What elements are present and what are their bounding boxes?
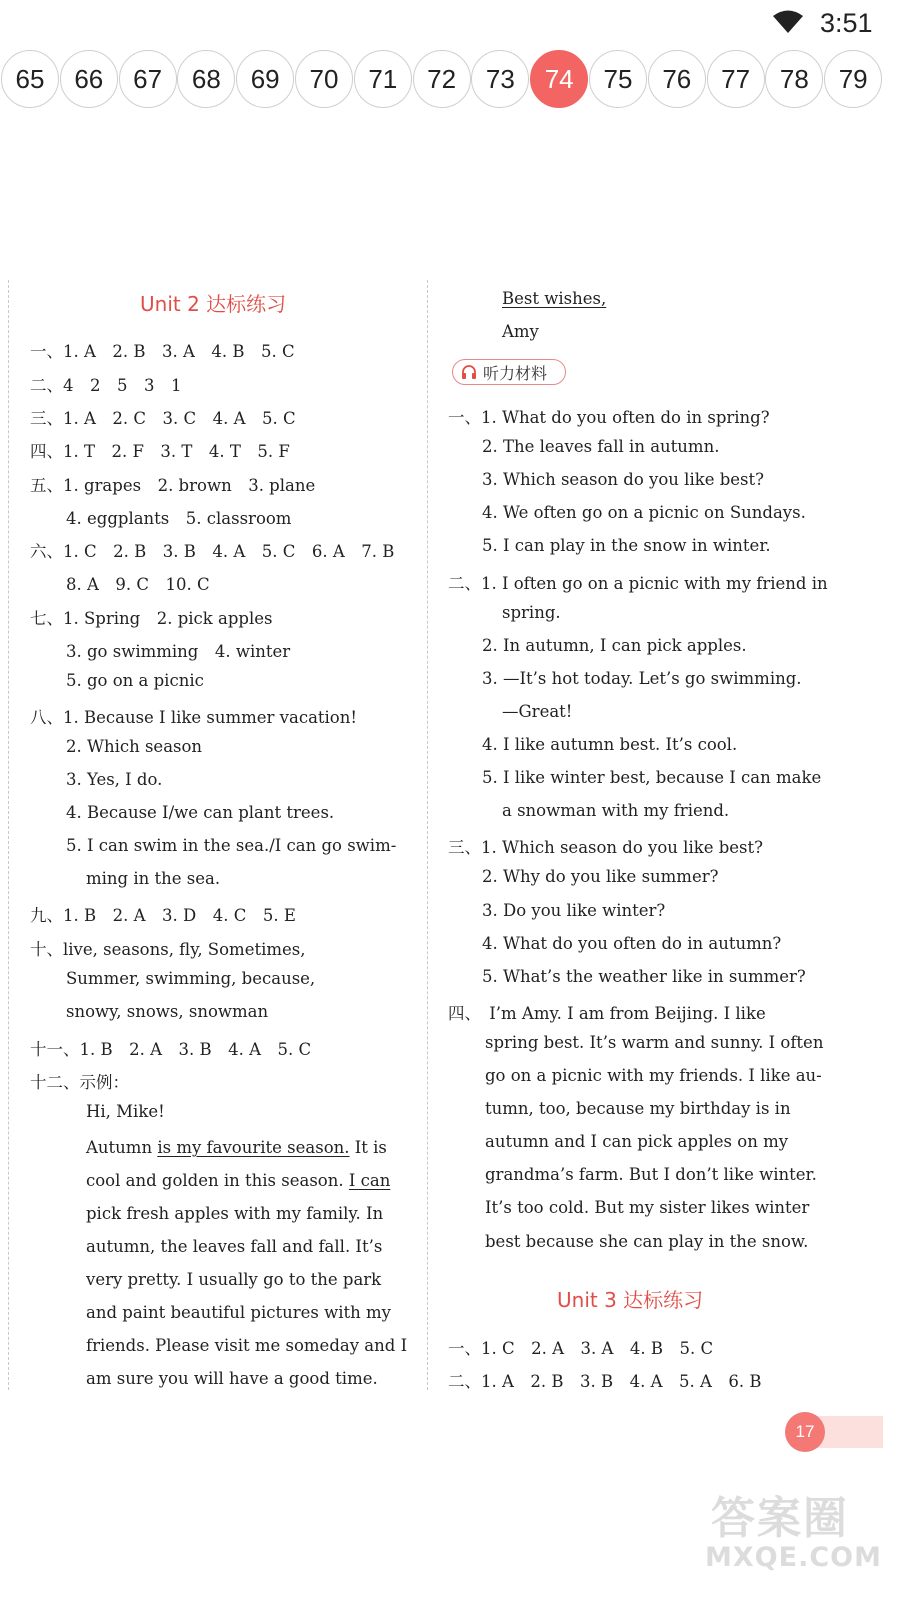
answer-page xyxy=(0,280,900,1410)
unit3-answer-line: 二、1. A 2. B 3. B 4. A 5. A 6. B xyxy=(448,1372,762,1391)
answer-line: 一、1. A 2. B 3. A 4. B 5. C xyxy=(30,342,295,361)
listening-line: 5. I like winter best, because I can make xyxy=(482,768,822,788)
answer-line: 2. Which season xyxy=(66,737,203,756)
closing-best-wishes: Best wishes, xyxy=(502,289,607,308)
signature-name: Amy xyxy=(502,322,539,341)
listening-line: go on a picnic with my friends. I like au- xyxy=(485,1066,822,1085)
listening-line: 二、1. I often go on a picnic with my friend in xyxy=(448,573,828,593)
page-button-66[interactable]: 66 xyxy=(60,50,118,108)
answer-line: Summer, swimming, because, xyxy=(66,969,316,988)
listening-line: 5. I can play in the snow in winter. xyxy=(482,536,771,556)
listening-line: 三、1. Which season do you like best? xyxy=(448,838,764,858)
page-button-72[interactable]: 72 xyxy=(413,50,471,108)
answer-line: 四、1. T 2. F 3. T 4. T 5. F xyxy=(30,442,290,461)
answer-line: 九、1. B 2. A 3. D 4. C 5. E xyxy=(30,906,296,925)
page-selector xyxy=(0,50,900,110)
answer-line: 5. go on a picnic xyxy=(66,671,204,690)
page-button-65[interactable]: 65 xyxy=(1,50,59,108)
answer-line: 六、1. C 2. B 3. B 4. A 5. C 6. A 7. B xyxy=(30,542,395,561)
essay-line: autumn, the leaves fall and fall. It’s xyxy=(86,1237,383,1256)
status-bar xyxy=(0,0,900,44)
answer-line: snowy, snows, snowman xyxy=(66,1002,269,1021)
unit3-answer-line: 一、1. C 2. A 3. A 4. B 5. C xyxy=(448,1339,714,1358)
status-time: 3:51 xyxy=(820,8,873,38)
essay-line: friends. Please visit me someday and I xyxy=(86,1336,408,1355)
listening-line: 4. I like autumn best. It’s cool. xyxy=(482,735,738,754)
listening-line: 2. Why do you like summer? xyxy=(482,867,719,887)
watermark-logo-text: 答案圈 xyxy=(711,1493,849,1544)
essay-line: am sure you will have a good time. xyxy=(86,1369,378,1388)
page-button-79[interactable]: 79 xyxy=(824,50,882,108)
answer-line: 3. go swimming 4. winter xyxy=(66,642,291,661)
watermark-logo xyxy=(705,1482,885,1592)
page-button-70[interactable]: 70 xyxy=(295,50,353,108)
listening-line: 4. We often go on a picnic on Sundays. xyxy=(482,503,806,523)
essay-line: cool and golden in this season. I can xyxy=(86,1171,391,1190)
wifi-icon xyxy=(772,10,804,34)
listening-line: 4. What do you often do in autumn? xyxy=(482,933,782,953)
page-button-78[interactable]: 78 xyxy=(765,50,823,108)
page-button-75[interactable]: 75 xyxy=(589,50,647,108)
answer-line: 十二、示例： xyxy=(30,1073,129,1092)
page-button-74[interactable]: 74 xyxy=(530,50,588,108)
listening-line: spring. xyxy=(502,602,561,622)
listening-line: 2. In autumn, I can pick apples. xyxy=(482,635,747,655)
listening-line: spring best. It’s warm and sunny. I often xyxy=(485,1032,824,1052)
unit3-title: Unit 3 达标练习 xyxy=(557,1288,704,1312)
listening-line: 3. —It’s hot today. Let’s go swimming. xyxy=(482,668,802,688)
page-button-77[interactable]: 77 xyxy=(707,50,765,108)
listening-line: 3. Which season do you like best? xyxy=(482,470,765,490)
answer-line: ming in the sea. xyxy=(86,869,221,888)
listening-line: grandma’s farm. But I don’t like winter. xyxy=(485,1165,817,1185)
headphones-icon xyxy=(461,364,477,380)
listening-line: 5. What’s the weather like in summer? xyxy=(482,966,806,986)
answer-line: 4. eggplants 5. classroom xyxy=(66,509,292,528)
left-column xyxy=(0,280,427,1390)
essay-line: very pretty. I usually go to the park xyxy=(86,1270,382,1289)
answer-line: 五、1. grapes 2. brown 3. plane xyxy=(30,476,316,495)
unit2-title: Unit 2 达标练习 xyxy=(140,292,287,316)
listening-line: a snowman with my friend. xyxy=(502,801,730,821)
page-button-76[interactable]: 76 xyxy=(648,50,706,108)
listening-line: 一、1. What do you often do in spring? xyxy=(448,408,770,427)
page-button-71[interactable]: 71 xyxy=(354,50,412,108)
listening-line: tumn, too, because my birthday is in xyxy=(485,1099,791,1119)
right-column xyxy=(440,280,890,1390)
page-button-73[interactable]: 73 xyxy=(471,50,529,108)
listening-line: —Great! xyxy=(502,701,573,721)
answer-line: 5. I can swim in the sea./I can go swim- xyxy=(66,836,397,855)
answer-line: 八、1. Because I like summer vacation! xyxy=(30,708,358,727)
listening-line: It’s too cold. But my sister likes winter xyxy=(485,1198,810,1218)
answer-line: Hi, Mike! xyxy=(86,1102,165,1121)
answer-line: 三、1. A 2. C 3. C 4. A 5. C xyxy=(30,409,296,428)
page-number: 17 xyxy=(785,1412,825,1452)
page-button-67[interactable]: 67 xyxy=(119,50,177,108)
essay-line: Autumn is my favourite season. It is xyxy=(86,1138,387,1157)
listening-line: autumn and I can pick apples on my xyxy=(485,1132,789,1152)
answer-line: 4. Because I/we can plant trees. xyxy=(66,803,335,822)
answer-line: 8. A 9. C 10. C xyxy=(66,575,210,594)
listening-line: 3. Do you like winter? xyxy=(482,900,666,920)
page-button-68[interactable]: 68 xyxy=(177,50,235,108)
answer-line: 十一、1. B 2. A 3. B 4. A 5. C xyxy=(30,1040,312,1059)
answer-line: 十、live, seasons, fly, Sometimes, xyxy=(30,940,306,959)
listening-line: 四、 I’m Amy. I am from Beijing. I like xyxy=(448,1003,766,1023)
answer-line: 二、4 2 5 3 1 xyxy=(30,376,182,395)
listening-line: best because she can play in the snow. xyxy=(485,1231,809,1251)
essay-line: and paint beautiful pictures with my xyxy=(86,1303,391,1322)
page-button-69[interactable]: 69 xyxy=(236,50,294,108)
watermark-url: MXQE.COM xyxy=(705,1542,882,1573)
page-number-badge xyxy=(785,1412,883,1452)
listening-material-tag xyxy=(452,359,566,385)
listening-material-label: 听力材料 xyxy=(483,363,548,383)
essay-line: pick fresh apples with my family. In xyxy=(86,1204,384,1223)
answer-line: 七、1. Spring 2. pick apples xyxy=(30,609,273,628)
listening-line: 2. The leaves fall in autumn. xyxy=(482,437,720,457)
answer-line: 3. Yes, I do. xyxy=(66,770,163,789)
column-divider xyxy=(427,280,428,1390)
